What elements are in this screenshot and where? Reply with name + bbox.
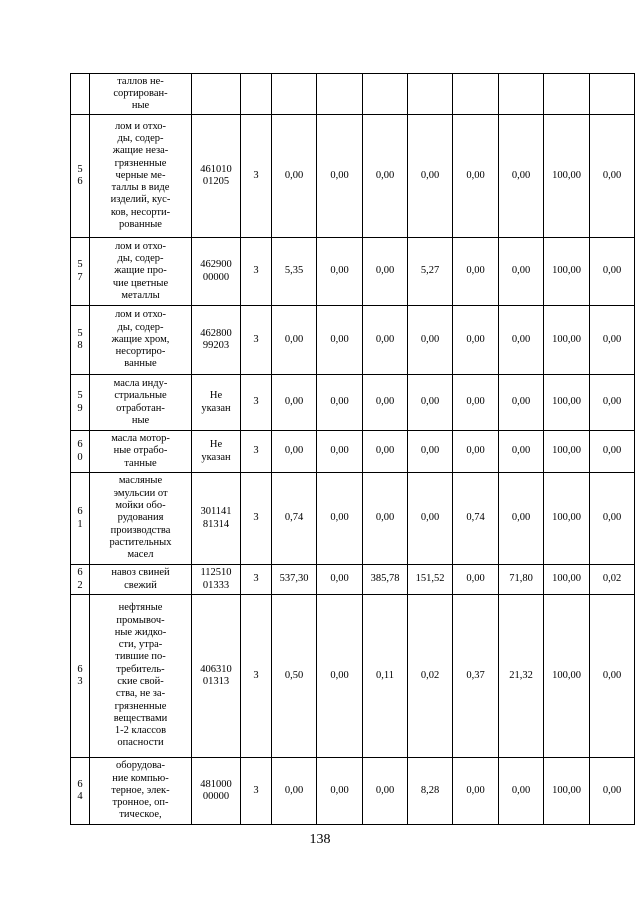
waste-name: лом и отхо- ды, содер- жащие про- чие цветные металлы [90,238,192,306]
row-number: 5 6 [71,115,90,238]
value-cell: 100,00 [544,758,590,825]
value-cell: 0,00 [453,375,499,431]
table-row [71,758,635,825]
row-number: 5 8 [71,306,90,375]
hazard-class: 3 [241,595,272,758]
value-cell: 100,00 [544,238,590,306]
value-cell: 385,78 [363,565,408,595]
value-cell: 21,32 [499,595,544,758]
table-row [71,238,635,306]
hazard-class: 3 [241,473,272,565]
table-row [71,595,635,758]
value-cell: 0,50 [272,595,317,758]
row-number: 6 2 [71,565,90,595]
value-cell: 0,02 [590,565,635,595]
value-cell: 0,00 [317,115,363,238]
table-row [71,565,635,595]
value-cell: 0,00 [499,473,544,565]
value-cell: 0,74 [272,473,317,565]
value-cell: 71,80 [499,565,544,595]
value-cell: 0,74 [453,473,499,565]
waste-code: 481000 00000 [192,758,241,825]
waste-code: 461010 01205 [192,115,241,238]
waste-name: лом и отхо- ды, содер- жащие неза- грязненные черные ме- таллы в виде изделий, кус- ков, несорти- рованные [90,115,192,238]
value-cell: 0,02 [408,595,453,758]
row-number: 6 0 [71,431,90,473]
value-cell: 100,00 [544,595,590,758]
value-cell: 537,30 [272,565,317,595]
value-cell [453,74,499,115]
table-row [71,431,635,473]
table-row [71,473,635,565]
hazard-class: 3 [241,375,272,431]
row-number [71,74,90,115]
value-cell: 0,11 [363,595,408,758]
waste-name: масла мотор- ные отрабо- танные [90,431,192,473]
value-cell: 8,28 [408,758,453,825]
value-cell: 0,00 [453,431,499,473]
value-cell: 0,37 [453,595,499,758]
value-cell: 0,00 [590,115,635,238]
value-cell: 0,00 [499,306,544,375]
hazard-class: 3 [241,115,272,238]
value-cell [544,74,590,115]
value-cell [590,74,635,115]
value-cell: 0,00 [408,473,453,565]
hazard-class: 3 [241,431,272,473]
value-cell: 0,00 [499,115,544,238]
waste-table [70,73,635,825]
waste-name: таллов не- сортирован- ные [90,74,192,115]
value-cell: 0,00 [363,758,408,825]
hazard-class: 3 [241,306,272,375]
waste-code: 406310 01313 [192,595,241,758]
value-cell [272,74,317,115]
value-cell: 100,00 [544,115,590,238]
waste-name: навоз свиней свежий [90,565,192,595]
value-cell: 0,00 [363,115,408,238]
waste-name: масляные эмульсии от мойки обо- рудования производства растительных масел [90,473,192,565]
hazard-class: 3 [241,238,272,306]
value-cell: 0,00 [272,115,317,238]
value-cell: 0,00 [317,431,363,473]
value-cell: 0,00 [408,431,453,473]
value-cell: 0,00 [453,238,499,306]
row-number: 6 3 [71,595,90,758]
value-cell [408,74,453,115]
value-cell: 0,00 [317,306,363,375]
value-cell: 0,00 [363,431,408,473]
value-cell [499,74,544,115]
hazard-class: 3 [241,758,272,825]
page-number: 138 [309,832,331,847]
row-number: 5 7 [71,238,90,306]
row-number: 6 1 [71,473,90,565]
hazard-class [241,74,272,115]
value-cell: 0,00 [453,758,499,825]
value-cell: 0,00 [499,375,544,431]
value-cell: 0,00 [317,375,363,431]
value-cell: 0,00 [408,115,453,238]
value-cell: 0,00 [408,375,453,431]
value-cell: 0,00 [590,595,635,758]
value-cell: 100,00 [544,306,590,375]
value-cell: 0,00 [499,758,544,825]
value-cell: 0,00 [590,306,635,375]
value-cell: 0,00 [363,306,408,375]
value-cell: 0,00 [590,375,635,431]
waste-name: масла инду- стриальные отработан- ные [90,375,192,431]
value-cell: 0,00 [272,431,317,473]
value-cell: 0,00 [590,431,635,473]
value-cell: 0,00 [363,238,408,306]
waste-code [192,74,241,115]
value-cell: 0,00 [453,306,499,375]
waste-name: лом и отхо- ды, содер- жащие хром, несортиро- ванные [90,306,192,375]
value-cell: 100,00 [544,565,590,595]
value-cell: 0,00 [272,758,317,825]
value-cell: 0,00 [499,431,544,473]
value-cell: 0,00 [317,238,363,306]
row-number: 5 9 [71,375,90,431]
value-cell: 5,27 [408,238,453,306]
value-cell: 0,00 [317,473,363,565]
table-row [71,115,635,238]
value-cell: 100,00 [544,473,590,565]
row-number: 6 4 [71,758,90,825]
value-cell [317,74,363,115]
value-cell: 0,00 [363,375,408,431]
value-cell: 100,00 [544,431,590,473]
value-cell: 151,52 [408,565,453,595]
hazard-class: 3 [241,565,272,595]
value-cell: 0,00 [499,238,544,306]
waste-name: нефтяные промывоч- ные жидко- сти, утра- тившие по- требитель- ские свой- ства, не за- грязненные веществами 1-2 классов опасности [90,595,192,758]
waste-code: 301141 81314 [192,473,241,565]
value-cell: 0,00 [272,375,317,431]
waste-code: 112510 01333 [192,565,241,595]
value-cell: 0,00 [317,595,363,758]
value-cell: 5,35 [272,238,317,306]
waste-code: Не указан [192,375,241,431]
waste-code: 462800 99203 [192,306,241,375]
value-cell: 0,00 [363,473,408,565]
value-cell [363,74,408,115]
value-cell: 0,00 [590,238,635,306]
table-row [71,306,635,375]
waste-code: 462900 00000 [192,238,241,306]
table-row [71,74,635,115]
value-cell: 100,00 [544,375,590,431]
value-cell: 0,00 [317,565,363,595]
waste-code: Не указан [192,431,241,473]
value-cell: 0,00 [590,473,635,565]
waste-name: оборудова- ние компью- терное, элек- тронное, оп- тическое, [90,758,192,825]
value-cell: 0,00 [453,115,499,238]
value-cell: 0,00 [408,306,453,375]
value-cell: 0,00 [590,758,635,825]
table-row [71,375,635,431]
value-cell: 0,00 [272,306,317,375]
value-cell: 0,00 [453,565,499,595]
value-cell: 0,00 [317,758,363,825]
